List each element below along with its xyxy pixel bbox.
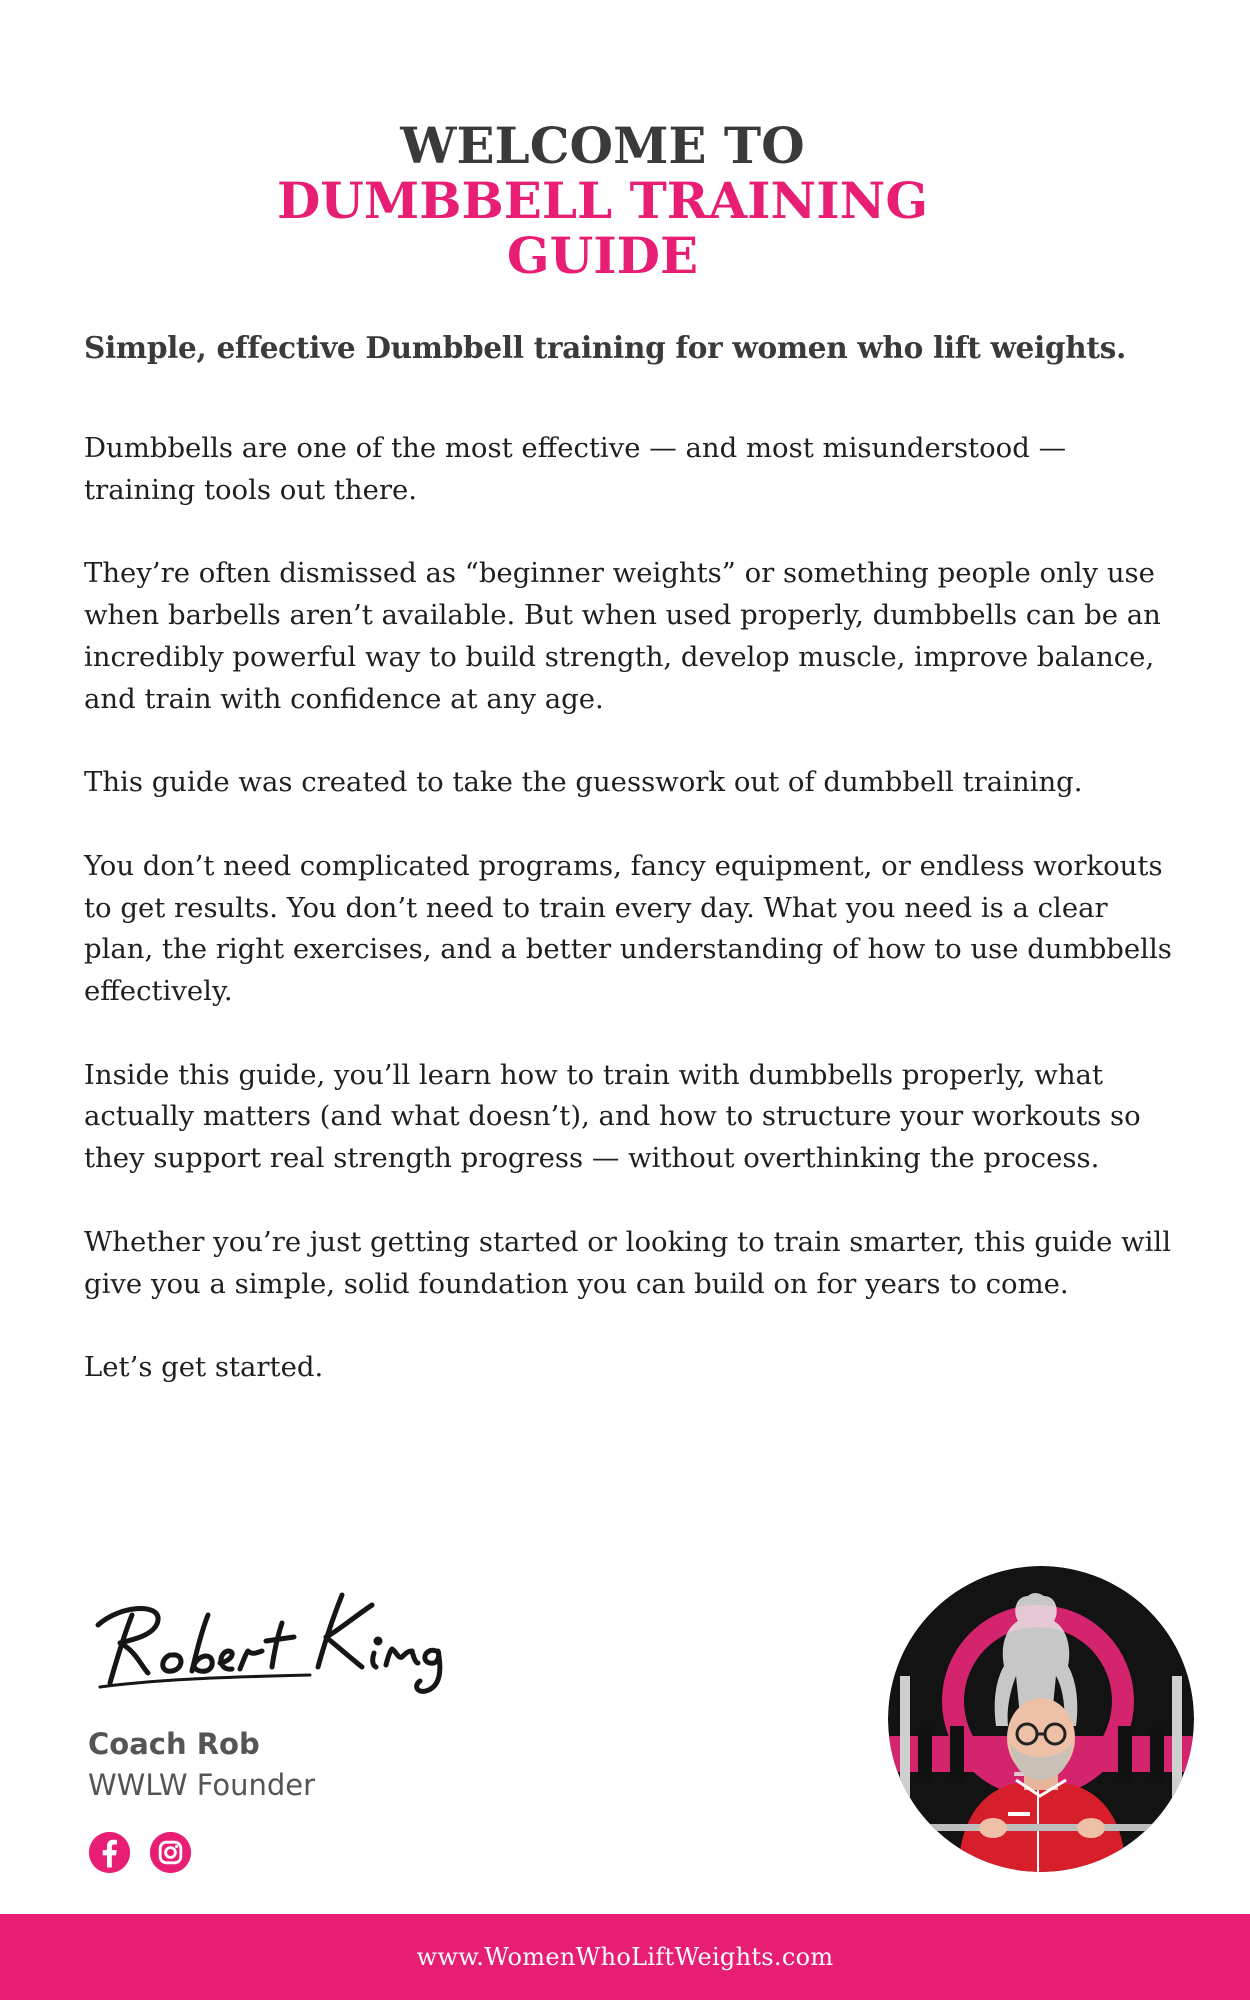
instagram-icon[interactable] xyxy=(148,1830,193,1875)
title-dumbbell-training: DUMBBELL TRAINING xyxy=(276,171,929,230)
social-links xyxy=(87,1830,193,1875)
subtitle: Simple, effective Dumbbell training for women who lift weights. xyxy=(84,330,1126,365)
paragraph: Dumbbells are one of the most effective — and most misunderstood — training tools out there. xyxy=(84,432,1067,506)
paragraph: They’re often dismissed as “beginner weights” or something people only use when barbells aren’t available. But when used properly, dumbbells can be an incredibly powerful way to build strength, develop muscle, improve balance, and train with confidence at any age. xyxy=(84,557,1161,715)
page-title xyxy=(0,118,1205,283)
website-link[interactable]: www.WomenWhoLiftWeights.com xyxy=(416,1943,834,1971)
title-welcome: WELCOME TO xyxy=(400,116,805,175)
paragraph: You don’t need complicated programs, fancy equipment, or endless workouts to get results. You don’t need to train every day. What you need is a clear plan, the right exercises, and a better understanding of how to use dumbbells effectively. xyxy=(84,849,1172,1008)
facebook-icon[interactable] xyxy=(87,1830,132,1875)
signature xyxy=(80,1575,460,1705)
footer-bar xyxy=(0,1914,1250,2000)
coach-name: Coach Rob xyxy=(88,1727,260,1761)
coach-role: WWLW Founder xyxy=(88,1768,316,1802)
paragraph: Inside this guide, you’ll learn how to train with dumbbells properly, what actually matters (and what doesn’t), and how to structure your workouts so they support real strength progress — without overthinking the process. xyxy=(84,1058,1141,1175)
coach-portrait-photo xyxy=(888,1566,1194,1872)
title-guide: GUIDE xyxy=(506,226,699,285)
paragraph: This guide was created to take the guesswork out of dumbbell training. xyxy=(84,766,1083,799)
paragraph: Let’s get started. xyxy=(84,1351,324,1384)
paragraph: Whether you’re just getting started or looking to train smarter, this guide will give you a simple, solid foundation you can build on for years to come. xyxy=(84,1225,1172,1300)
body-copy xyxy=(84,428,1174,1431)
